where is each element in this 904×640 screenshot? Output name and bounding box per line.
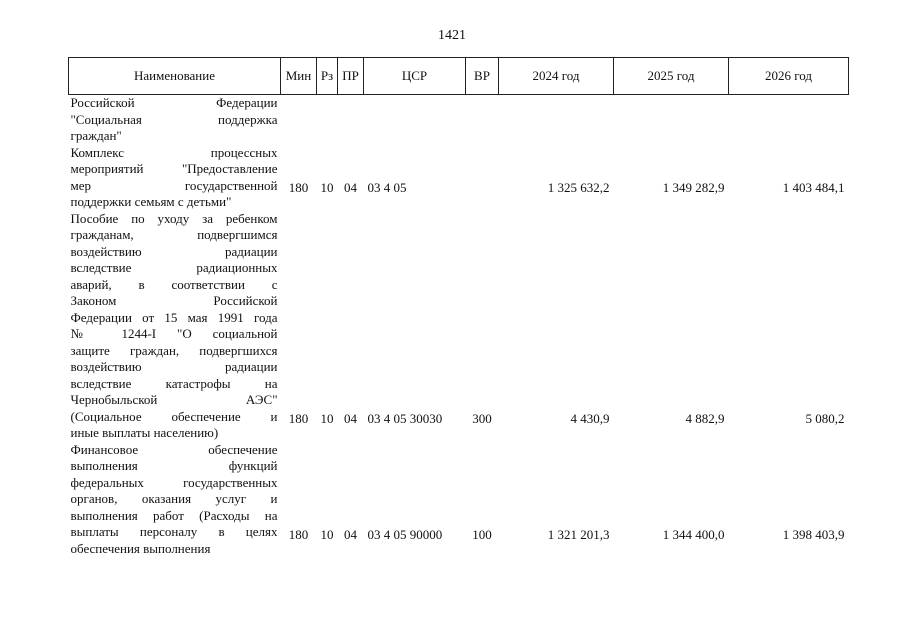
row-name-line: органов, оказания услуг и <box>70 491 278 506</box>
row-vr: 100 <box>472 526 492 542</box>
table-header-row <box>69 58 849 95</box>
row-year-2025 <box>614 95 729 145</box>
header-pr: ПР <box>338 58 364 95</box>
row-rz: 10 <box>320 526 334 542</box>
row-csr: 03 4 05 30030 <box>367 411 443 426</box>
row-name-line: Чернобыльской АЭС" <box>70 392 278 407</box>
row-min: 180 <box>288 180 309 195</box>
row-year-2024: 4 430,9 <box>570 411 610 426</box>
header-2025: 2025 год <box>614 58 729 95</box>
header-2026: 2026 год <box>729 58 849 95</box>
row-pr <box>338 95 364 145</box>
header-2024: 2024 год <box>499 58 614 95</box>
row-rz: 10 <box>320 180 334 195</box>
row-vr <box>466 95 499 145</box>
row-name-line: вследствие катастрофы на <box>70 375 278 391</box>
row-name <box>69 95 281 145</box>
row-year-2025: 4 882,9 <box>685 411 725 426</box>
row-name-line: Российской Федерации <box>70 95 278 110</box>
row-pr: 04 <box>344 180 357 195</box>
row-year-2024: 1 321 201,3 <box>547 526 610 542</box>
row-min: 180 <box>288 411 309 426</box>
row-name-line: граждан" <box>70 128 122 143</box>
row-name-line: обеспечения выполнения <box>70 540 211 556</box>
row-csr <box>364 95 466 145</box>
table-row <box>69 145 849 211</box>
row-year-2025: 1 349 282,9 <box>662 180 725 195</box>
row-name-line: Финансовое обеспечение <box>70 441 278 457</box>
row-name <box>69 145 281 211</box>
row-name-line: мероприятий "Предоставление <box>70 161 278 176</box>
row-name-line: федеральных государственных <box>70 474 278 490</box>
row-name-line: аварий, в соответствии с <box>70 276 278 292</box>
row-year-2025: 1 344 400,0 <box>662 526 725 542</box>
header-csr: ЦСР <box>364 58 466 95</box>
row-name-line: выплаты персоналу в целях <box>70 524 278 539</box>
row-vr: 300 <box>472 411 492 426</box>
header-rz: Рз <box>317 58 338 95</box>
row-name <box>69 211 281 442</box>
row-name-line: мер государственной <box>70 177 278 193</box>
budget-table <box>68 57 849 557</box>
row-vr <box>466 145 499 211</box>
row-rz <box>317 95 338 145</box>
row-year-2024 <box>499 95 614 145</box>
row-name-line: выполнения работ (Расходы на <box>70 507 278 523</box>
header-min: Мин <box>281 58 317 95</box>
row-name-line: иные выплаты населению) <box>70 425 219 440</box>
table-row <box>69 442 849 558</box>
row-pr: 04 <box>344 526 357 542</box>
row-name-line: защите граждан, подвергшихся <box>70 342 278 358</box>
row-min <box>281 95 317 145</box>
table-row <box>69 95 849 145</box>
table-row <box>69 211 849 442</box>
row-year-2026 <box>729 95 849 145</box>
page-number: 1421 <box>438 28 466 43</box>
row-name-line: гражданам, подвергшимся <box>70 227 278 242</box>
row-csr: 03 4 05 90000 <box>367 526 443 542</box>
row-pr: 04 <box>344 411 357 426</box>
row-name-line: Законом Российской <box>70 293 278 308</box>
row-name-line: Федерации от 15 мая 1991 года <box>70 309 278 325</box>
row-year-2024: 1 325 632,2 <box>547 180 610 195</box>
row-year-2026: 5 080,2 <box>805 411 845 426</box>
row-name <box>69 442 281 558</box>
header-vr: ВР <box>466 58 499 95</box>
row-min: 180 <box>288 526 309 542</box>
row-name-line: воздействию радиации <box>70 359 278 374</box>
row-csr: 03 4 05 <box>367 180 407 195</box>
table-body <box>69 95 849 558</box>
row-name-line: Комплекс процессных <box>70 144 278 160</box>
row-rz: 10 <box>320 411 334 426</box>
row-year-2026: 1 398 403,9 <box>782 526 845 542</box>
row-year-2026: 1 403 484,1 <box>782 180 845 195</box>
header-name: Наименование <box>69 58 281 95</box>
row-name-line: (Социальное обеспечение и <box>70 408 278 424</box>
row-name-line: вследствие радиационных <box>70 260 278 275</box>
row-name-line: Пособие по уходу за ребенком <box>70 210 278 226</box>
row-name-line: выполнения функций <box>70 458 278 473</box>
row-name-line: "Социальная поддержка <box>70 111 278 127</box>
row-name-line: воздействию радиации <box>70 243 278 259</box>
row-name-line: поддержки семьям с детьми" <box>70 194 232 209</box>
row-name-line: № 1244-I "О социальной <box>70 326 278 341</box>
